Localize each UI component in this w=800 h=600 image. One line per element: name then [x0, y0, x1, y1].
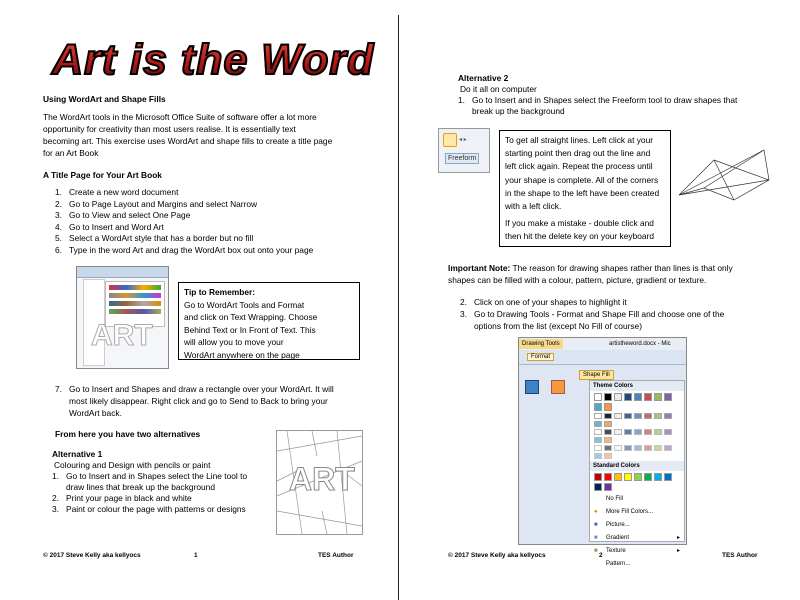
page-2	[402, 0, 800, 600]
color-swatch[interactable]	[604, 445, 612, 451]
shape-icon	[443, 133, 457, 147]
footer-author: TES Author	[318, 552, 354, 559]
color-swatch[interactable]	[594, 483, 602, 491]
standard-colors-label: Standard Colors	[590, 461, 684, 471]
theme-color-grid	[590, 391, 684, 461]
tab-format[interactable]: Format	[527, 353, 554, 361]
color-swatch[interactable]	[634, 413, 642, 419]
color-swatch[interactable]	[594, 445, 602, 451]
tip-box	[178, 282, 360, 360]
color-swatch[interactable]	[654, 445, 662, 451]
alternatives-intro: From here you have two alternatives	[55, 429, 201, 439]
color-swatch[interactable]	[644, 445, 652, 451]
palette-icon: ●	[594, 509, 598, 515]
color-swatch[interactable]	[614, 473, 622, 481]
intro-line: The WordArt tools in the Microsoft Office Suite of software offer a lot more	[43, 112, 317, 122]
step-7: 7. Go to Insert and Shapes and draw a rectangle over your WordArt. It will most likely disappear. Right click and go to Send to Back to bring your WordArt back.	[55, 384, 334, 418]
menu-item-pattern[interactable]: Pattern...	[606, 561, 631, 567]
shape-style-orange[interactable]	[551, 380, 565, 394]
list-item: 4. Go to Insert and Word Art	[55, 221, 164, 232]
color-swatch[interactable]	[654, 413, 662, 419]
color-swatch[interactable]	[594, 403, 602, 411]
page-1	[0, 0, 398, 600]
color-swatch[interactable]	[654, 393, 662, 401]
color-swatch[interactable]	[624, 393, 632, 401]
word-screenshot-thumbnail	[76, 266, 169, 369]
alt1-subtitle: Colouring and Design with pencils or paint	[54, 460, 211, 470]
intro-line: opportunity for creativity than most users realise. It is essentially text	[43, 124, 296, 134]
wordart-title: Art is the Word	[52, 36, 375, 84]
color-swatch[interactable]	[624, 445, 632, 451]
menu-item-texture[interactable]: ■ Texture ▸	[590, 545, 684, 558]
shape-fill-screenshot	[518, 337, 687, 567]
color-swatch[interactable]	[634, 393, 642, 401]
list-item: 3. Go to View and select One Page	[55, 210, 191, 220]
color-swatch[interactable]	[594, 473, 602, 481]
color-swatch[interactable]	[614, 429, 622, 435]
doc-title: artistheword.docx - Mic	[609, 341, 671, 347]
shape-style-blue[interactable]	[525, 380, 539, 394]
tip-line: Behind Text or In Front of Text. This	[184, 324, 316, 335]
art-outline-text: ART	[91, 319, 153, 352]
alternative-2: Alternative 2 Do it all on computer 1. Go to Insert and in Shapes select the Freeform tool to draw shapes that break up the background	[458, 73, 788, 117]
shape-fill-dropdown	[589, 380, 685, 567]
drawing-tools-label: Drawing Tools	[519, 339, 563, 349]
color-swatch[interactable]	[594, 429, 602, 435]
freeform-tip-box: To get all straight lines. Left click at your starting point then drag out the line and left click again. Repeat the process until your shape is complete. All of the corners in the shape to the left have been created with a left click. If you make a mistake - double click and then hit the delete key on your keyboard	[499, 130, 671, 247]
footer-author: TES Author	[722, 552, 758, 559]
color-swatch[interactable]	[614, 445, 622, 451]
color-swatch[interactable]	[624, 413, 632, 419]
color-swatch[interactable]	[604, 483, 612, 491]
footer-page-number: 1	[194, 552, 198, 559]
list-item: 2. Go to Page Layout and Margins and select Narrow	[55, 198, 258, 209]
color-swatch[interactable]	[604, 453, 612, 459]
color-swatch[interactable]	[624, 429, 632, 435]
shape-fill-button[interactable]: Shape Fill	[579, 370, 614, 380]
chevron-right-icon: ▸	[676, 535, 680, 541]
menu-item-picture[interactable]: ■ Picture...	[590, 519, 684, 532]
color-swatch[interactable]	[634, 473, 642, 481]
color-swatch[interactable]	[644, 429, 652, 435]
ribbon-bar	[77, 267, 168, 278]
color-swatch[interactable]	[604, 429, 612, 435]
color-swatch[interactable]	[664, 473, 672, 481]
theme-colors-label: Theme Colors	[590, 381, 684, 391]
steps-list-2: 2. Click on one of your shapes to highlight it 3. Go to Drawing Tools - Format and Shape Fill and choose one of the options from the list (except No Fill of course)	[460, 297, 725, 331]
page-divider	[398, 15, 399, 600]
menu-item-more-fill-colors[interactable]: ● More Fill Colors...	[590, 506, 684, 519]
steps-list	[55, 187, 390, 256]
tip-line: and click on Text Wrapping. Choose	[184, 312, 318, 322]
footer-copyright: © 2017 Steve Kelly aka kellyocs	[43, 552, 141, 559]
color-swatch[interactable]	[604, 437, 612, 443]
color-swatch[interactable]	[604, 393, 612, 401]
freeform-shape-drawing	[674, 140, 774, 210]
chevron-right-icon: ▸	[676, 548, 680, 554]
tip-line: will allow you to move your	[184, 337, 284, 347]
color-swatch[interactable]	[634, 445, 642, 451]
alt1-title: Alternative 1	[52, 449, 103, 459]
standard-color-grid	[590, 471, 684, 493]
list-item: 5. Select a WordArt style that has a border but no fill	[55, 233, 254, 243]
color-swatch[interactable]	[644, 393, 652, 401]
art-outline-text: ART	[289, 461, 355, 497]
color-swatch[interactable]	[664, 393, 672, 401]
alt2-subtitle: Do it all on computer	[460, 84, 537, 94]
color-swatch[interactable]	[594, 393, 602, 401]
menu-item-no-fill[interactable]: No Fill	[606, 496, 624, 502]
tip-line: WordArt anywhere on the page	[184, 349, 300, 360]
color-swatch[interactable]	[664, 429, 672, 435]
picture-icon: ■	[594, 522, 598, 528]
intro-paragraph	[43, 111, 388, 159]
alt2-title: Alternative 2	[458, 73, 509, 83]
color-swatch[interactable]	[594, 437, 602, 443]
menu-item-gradient[interactable]: ■ Gradient ▸	[590, 532, 684, 545]
color-swatch[interactable]	[604, 421, 612, 427]
freeform-button[interactable]: Freeform	[445, 153, 479, 164]
intro-line: becoming art. This exercise uses WordArt and shape fills to create a title page	[43, 136, 333, 146]
color-swatch[interactable]	[614, 413, 622, 419]
color-swatch[interactable]	[614, 393, 622, 401]
freeform-tool-snippet	[438, 128, 490, 173]
subheading: A Title Page for Your Art Book	[43, 170, 162, 180]
tip-line: Go to WordArt Tools and Format	[184, 299, 305, 310]
footer-page-number: 2	[599, 552, 603, 559]
color-swatch[interactable]	[594, 421, 602, 427]
color-swatch[interactable]	[654, 429, 662, 435]
footer-copyright: © 2017 Steve Kelly aka kellyocs	[448, 552, 546, 559]
color-swatch[interactable]	[634, 429, 642, 435]
color-swatch[interactable]	[644, 473, 652, 481]
important-note: Important Note: The reason for drawing shapes rather than lines is that only shapes can be filled with a colour, pattern, picture, gradient or texture.	[448, 263, 733, 285]
section-heading: Using WordArt and Shape Fills	[43, 94, 166, 104]
color-swatch[interactable]	[664, 445, 672, 451]
list-item: 1. Create a new word document	[55, 187, 179, 197]
alternative-1: Alternative 1 Colouring and Design with pencils or paint 1. Go to Insert and in Shapes select the Line tool to draw lines that break up the background 2. Print your page in black and white 3. Paint or colour the page with patterns or designs	[52, 449, 272, 515]
color-swatch[interactable]	[604, 413, 612, 419]
color-swatch[interactable]	[664, 413, 672, 419]
intro-line: for an Art Book	[43, 148, 99, 158]
gradient-icon: ■	[594, 535, 598, 541]
color-swatch[interactable]	[654, 473, 662, 481]
line-pattern-image	[276, 430, 363, 535]
chevron-right-icon: ◂ ▸	[459, 137, 467, 143]
color-swatch[interactable]	[594, 453, 602, 459]
color-swatch[interactable]	[604, 473, 612, 481]
color-swatch[interactable]	[594, 413, 602, 419]
list-item: 6. Type in the word Art and drag the WordArt box out onto your page	[55, 244, 314, 255]
color-swatch[interactable]	[604, 403, 612, 411]
texture-icon: ■	[594, 548, 598, 554]
color-swatch[interactable]	[644, 413, 652, 419]
tip-heading: Tip to Remember:	[184, 287, 256, 297]
color-swatch[interactable]	[624, 473, 632, 481]
